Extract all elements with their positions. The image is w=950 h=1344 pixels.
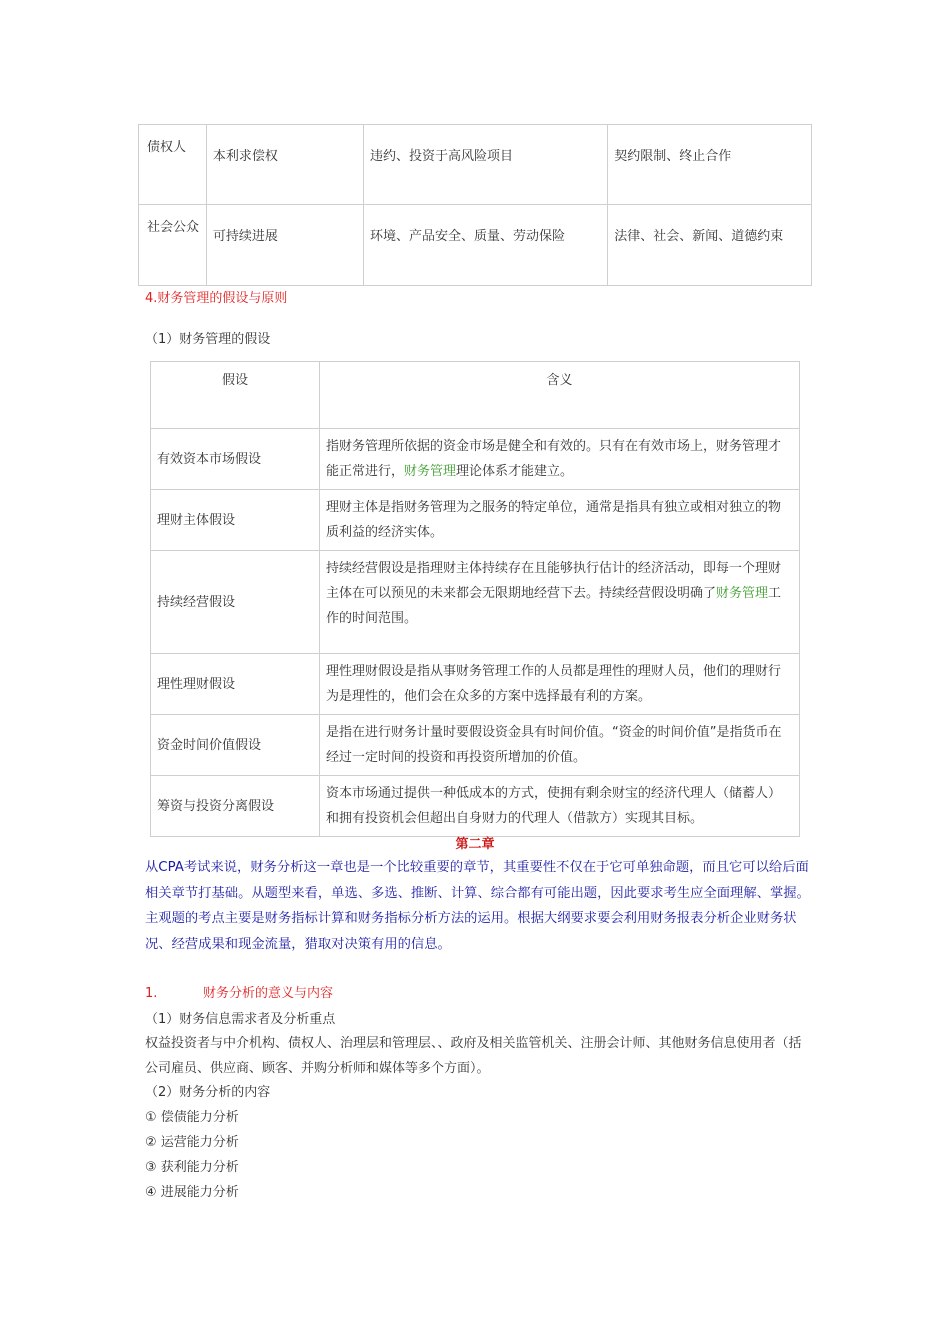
table-row bbox=[151, 715, 800, 776]
table-row bbox=[139, 125, 812, 205]
assumption-name: 持续经营假设 bbox=[151, 551, 320, 654]
stakeholder-conflict: 环境、产品安全、质量、劳动保险 bbox=[364, 205, 608, 286]
stakeholder-remedy: 法律、社会、新闻、道德约束 bbox=[608, 205, 812, 286]
assumption-meaning: 持续经营假设是指理财主体持续存在且能够执行估计的经济活动，即每一个理财主体在可以预见的未来都会无限期地经营下去。持续经营假设明确了财务管理工作的时间范围。 bbox=[320, 551, 800, 654]
assumption-name: 有效资本市场假设 bbox=[151, 429, 320, 490]
section-heading: 4.财务管理的假设与原则 bbox=[145, 291, 288, 306]
subsection-heading: （1）财务信息需求者及分析重点 bbox=[145, 1012, 336, 1027]
list-item: ② 运营能力分析 bbox=[145, 1135, 239, 1150]
stakeholder-table bbox=[138, 124, 812, 286]
stakeholder-conflict: 违约、投资于高风险项目 bbox=[364, 125, 608, 205]
assumptions-table bbox=[150, 361, 800, 837]
stakeholder-remedy: 契约限制、终止合作 bbox=[608, 125, 812, 205]
section-number: 1. bbox=[145, 986, 158, 1001]
section-title: 财务分析的意义与内容 bbox=[203, 986, 334, 1001]
stakeholder-demand: 可持续进展 bbox=[206, 205, 363, 286]
table-row bbox=[151, 776, 800, 837]
subsection-heading: （1）财务管理的假设 bbox=[145, 332, 271, 347]
assumption-name: 理财主体假设 bbox=[151, 490, 320, 551]
link-text: 财务管理 bbox=[716, 586, 769, 601]
assumption-name: 资金时间价值假设 bbox=[151, 715, 320, 776]
assumption-meaning: 理财主体是指财务管理为之服务的特定单位，通常是指具有独立或相对独立的物质利益的经济实体。 bbox=[320, 490, 800, 551]
assumption-meaning: 理性理财假设是指从事财务管理工作的人员都是理性的理财人员，他们的理财行为是理性的，他们会在众多的方案中选择最有利的方案。 bbox=[320, 654, 800, 715]
assumption-meaning: 是指在进行财务计量时要假设资金具有时间价值。“资金的时间价值”是指货币在经过一定时间的投资和再投资所增加的价值。 bbox=[320, 715, 800, 776]
table-row bbox=[151, 654, 800, 715]
table-row bbox=[151, 551, 800, 654]
assumption-name: 筹资与投资分离假设 bbox=[151, 776, 320, 837]
chapter-title: 第二章 bbox=[455, 837, 495, 852]
list-item: ③ 获利能力分析 bbox=[145, 1160, 239, 1175]
table-row bbox=[151, 490, 800, 551]
column-header: 含义 bbox=[320, 362, 800, 429]
stakeholder-demand: 本利求偿权 bbox=[206, 125, 363, 205]
list-item: ① 偿债能力分析 bbox=[145, 1110, 239, 1125]
stakeholder-name: 债权人 bbox=[139, 125, 207, 205]
section-heading bbox=[145, 982, 333, 1001]
list-item: ④ 进展能力分析 bbox=[145, 1185, 239, 1200]
table-row bbox=[151, 429, 800, 490]
stakeholder-name: 社会公众 bbox=[139, 205, 207, 286]
assumption-meaning: 资本市场通过提供一种低成本的方式，使拥有剩余财宝的经济代理人（储蓄人）和拥有投资机会但超出自身财力的代理人（借款方）实现其目标。 bbox=[320, 776, 800, 837]
table-header-row bbox=[151, 362, 800, 429]
table-row bbox=[139, 205, 812, 286]
assumption-meaning: 指财务管理所依据的资金市场是健全和有效的。只有在有效市场上，财务管理才能正常进行，财务管理理论体系才能建立。 bbox=[320, 429, 800, 490]
chapter-intro: 从CPA考试来说，财务分析这一章也是一个比较重要的章节，其重要性不仅在于它可单独命题，而且它可以给后面相关章节打基础。从题型来看，单选、多选、推断、计算、综合都有可能出题，因此要求考生应全面理解、掌握。主观题的考点主要是财务指标计算和财务指标分析方法的运用。根据大纲要求要会利用财务报表分析企业财务状况、经营成果和现金流量，猎取对决策有用的信息。 bbox=[145, 860, 810, 952]
assumption-name: 理性理财假设 bbox=[151, 654, 320, 715]
column-header: 假设 bbox=[151, 362, 320, 429]
link-text: 财务管理 bbox=[404, 464, 457, 479]
subsection-heading: （2）财务分析的内容 bbox=[145, 1085, 271, 1100]
paragraph: 权益投资者与中介机构、债权人、治理层和管理层、、政府及相关监管机关、注册会计师、其他财务信息使用者（括公司雇员、供应商、顾客、并购分析师和媒体等多个方面）。 bbox=[145, 1036, 802, 1076]
